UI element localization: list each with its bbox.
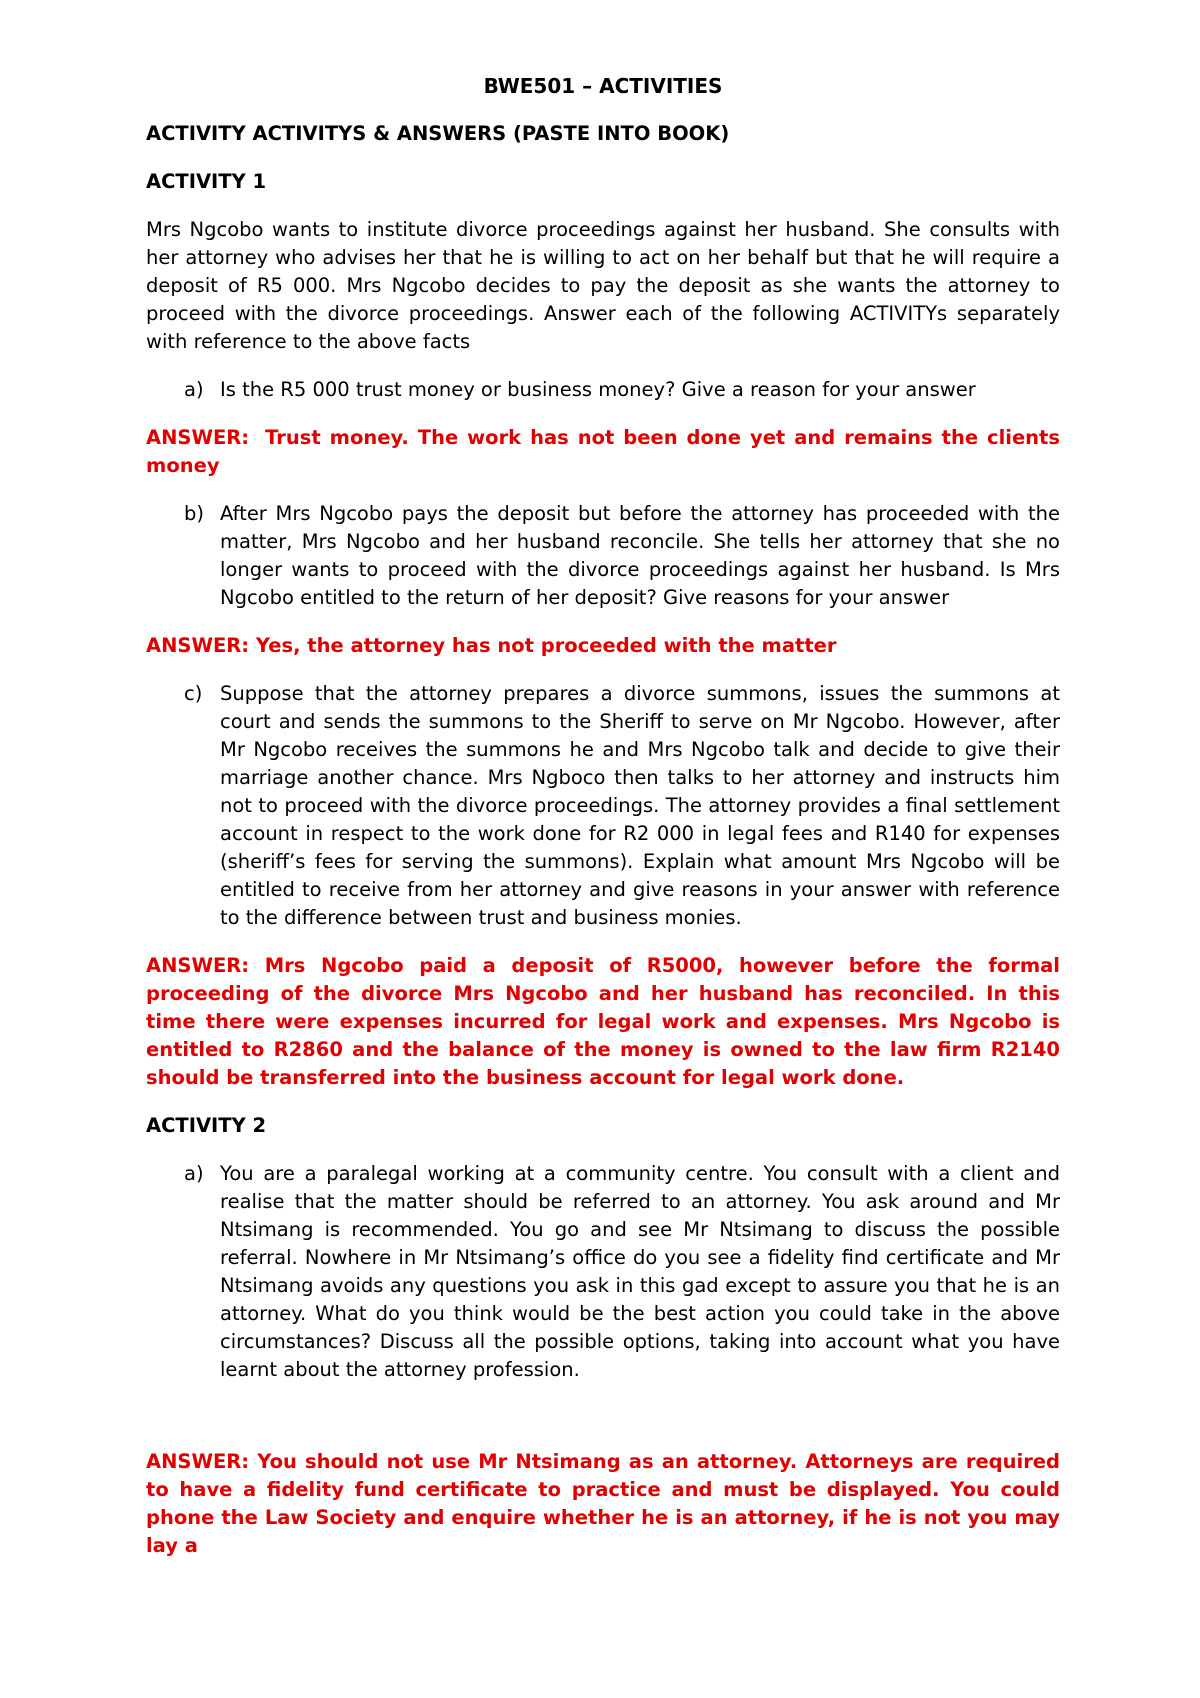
answer-label: ANSWER: [146, 634, 250, 657]
activity-1-heading: ACTIVITY 1 [146, 170, 267, 193]
activity-2-heading: ACTIVITY 2 [146, 1114, 267, 1137]
answer-label: ANSWER: [146, 426, 250, 449]
answer-text: Trust money. The work has not been done yet and remains the clients money [146, 426, 1060, 477]
activity-1-answer-a [146, 424, 1060, 480]
activity-1-question-c [146, 680, 1060, 932]
question-text: You are a paralegal working at a community centre. You consult with a client and realise that the matter should be referred to an attorney. You ask around and Mr Ntsimang is recommended. You go and see Mr Ntsimang to discuss the possible referral. Nowhere in Mr Ntsimang’s office do you see a fidelity find certificate and Mr Ntsimang avoids any questions you ask in this gad except to assure you that he is an attorney. What do you think would be the best action you could take in the above circumstances? Discuss all the possible options, taking into account what you have learnt about the attorney profession. [220, 1162, 1060, 1381]
question-marker: a) [184, 378, 204, 401]
activity-1-answer-b [146, 632, 1060, 660]
answer-text: Mrs Ngcobo paid a deposit of R5000, however before the formal proceeding of the divorce Mrs Ngcobo and her husband has reconciled. In this time there were expenses incurred for legal work and expenses. Mrs Ngcobo is entitled to R2860 and the balance of the money is owned to the law firm R2140 should be transferred into the business account for legal work done. [146, 954, 1060, 1089]
question-marker: b) [184, 502, 204, 525]
activity-1-intro: Mrs Ngcobo wants to institute divorce proceedings against her husband. She consults with her attorney who advises her that he is willing to act on her behalf but that he will require a deposit of R5 000. Mrs Ngcobo decides to pay the deposit as she wants the attorney to proceed with the divorce proceedings. Answer each of the following ACTIVITYs separately with reference to the above facts [146, 218, 1060, 353]
question-text: Is the R5 000 trust money or business money? Give a reason for your answer [220, 378, 976, 401]
activity-2-answer-a [146, 1448, 1060, 1560]
activity-1-question-b [146, 500, 1060, 612]
spacer [146, 1404, 1060, 1448]
question-marker: a) [184, 1162, 204, 1185]
document-subtitle: ACTIVITY ACTIVITYS & ANSWERS (PASTE INTO BOOK) [146, 122, 730, 145]
answer-text: Yes, the attorney has not proceeded with the matter [255, 634, 837, 657]
question-marker: c) [184, 682, 203, 705]
question-text: After Mrs Ngcobo pays the deposit but before the attorney has proceeded with the matter, Mrs Ngcobo and her husband reconcile. She tells her attorney that she no longer wants to proceed with the divorce proceedings against her husband. Is Mrs Ngcobo entitled to the return of her deposit? Give reasons for your answer [220, 502, 1060, 609]
activity-2-question-a [146, 1160, 1060, 1384]
document-page [146, 72, 1060, 1580]
question-text: Suppose that the attorney prepares a divorce summons, issues the summons at court and sends the summons to the Sheriff to serve on Mr Ngcobo. However, after Mr Ngcobo receives the summons he and Mrs Ngcobo talk and decide to give their marriage another chance. Mrs Ngboco then talks to her attorney and instructs him not to proceed with the divorce proceedings. The attorney provides a final settlement account in respect to the work done for R2 000 in legal fees and R140 for expenses (sheriff’s fees for serving the summons). Explain what amount Mrs Ngcobo will be entitled to receive from her attorney and give reasons in your answer with reference to the difference between trust and business monies. [220, 682, 1060, 929]
answer-label: ANSWER: [146, 1450, 250, 1473]
answer-text: You should not use Mr Ntsimang as an attorney. Attorneys are required to have a fidelity fund certificate to practice and must be displayed. You could phone the Law Society and enquire whether he is an attorney, if he is not you may lay a [146, 1450, 1060, 1557]
answer-label: ANSWER: [146, 954, 250, 977]
activity-1-question-a [146, 376, 1060, 404]
document-title: BWE501 – ACTIVITIES [483, 74, 723, 98]
activity-1-answer-c [146, 952, 1060, 1092]
